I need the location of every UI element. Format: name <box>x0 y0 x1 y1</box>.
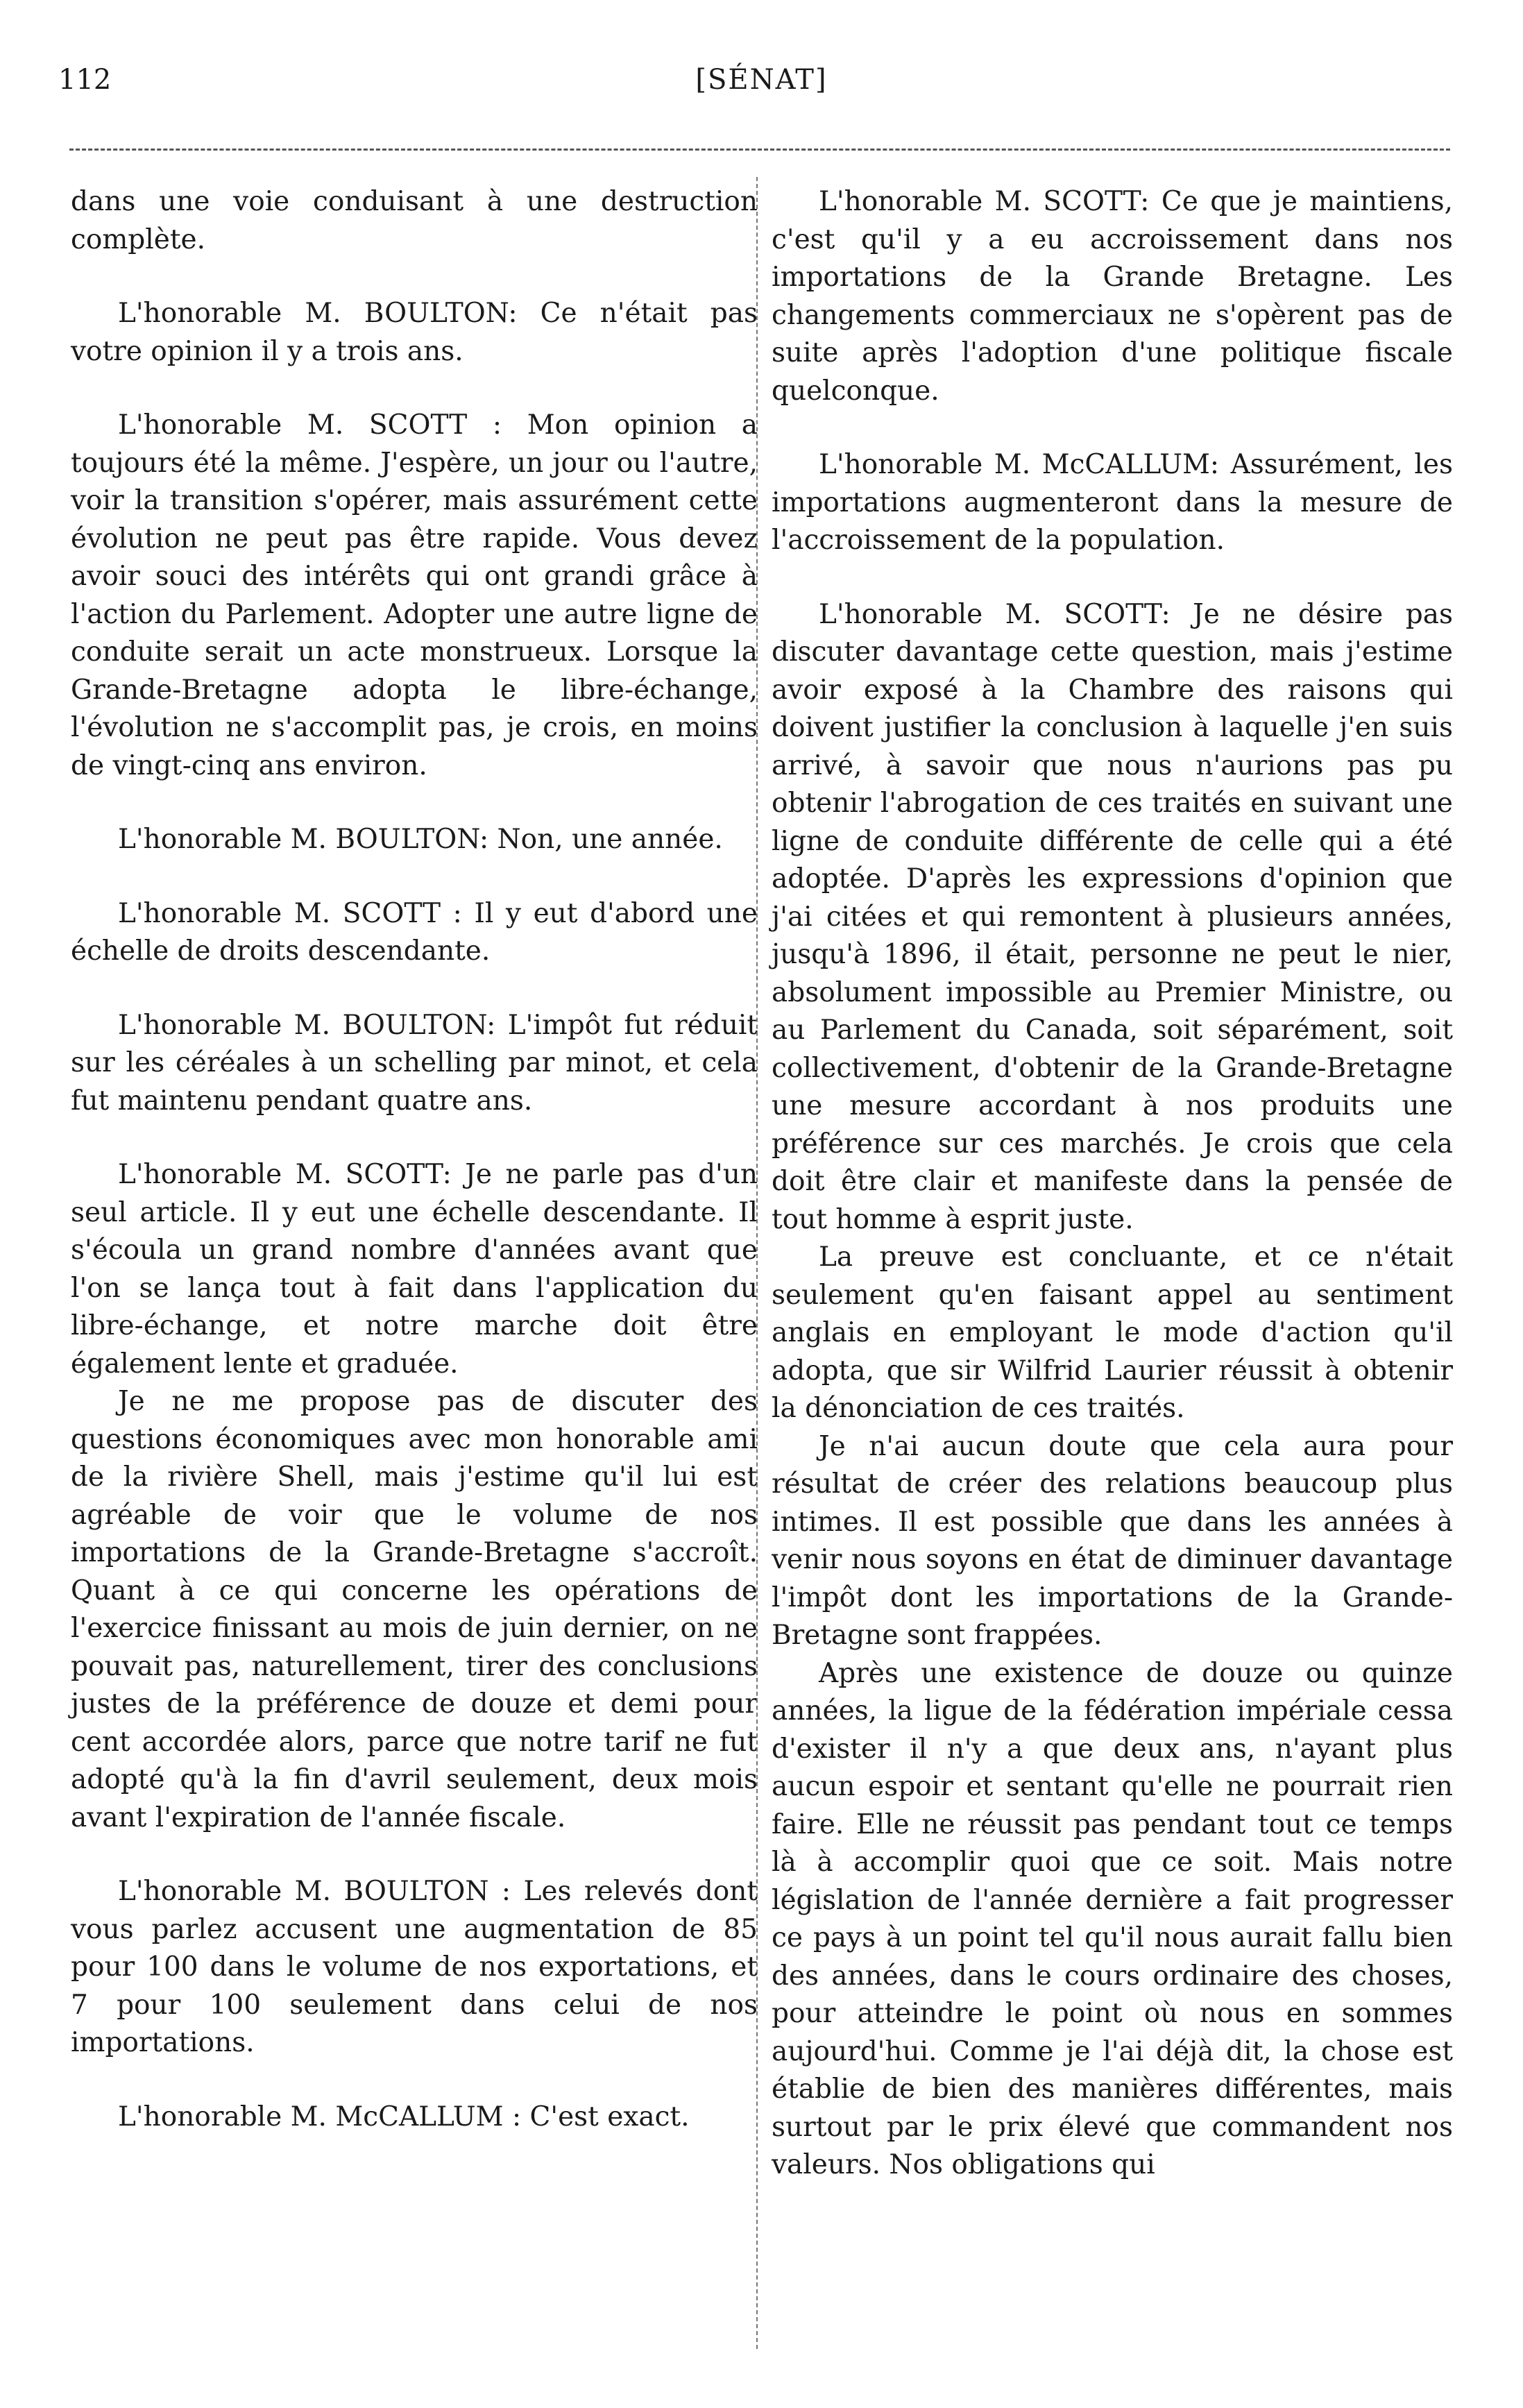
paragraph: Après une existence de douze ou quinze années, la ligue de la fédération impériale cessa d'exister il n'y a que deux ans, n'ayant plus aucun espoir et sentant qu'elle ne pourrait rien faire. Elle ne réussit pas pendant tout ce temps là à accomplir quoi que ce soit. Mais notre législation de l'année dernière a fait progresser ce pays à un point tel qu'il nous aurait fallu bien des années, dans le cours ordinaire des choses, pour atteindre le point où nous en sommes aujourd'hui. Comme je l'ai déjà dit, la chose est établie de bien des manières différentes, mais surtout par le prix élevé que commandent nos valeurs. Nos obligations qui <box>772 1657 1453 2180</box>
page-header <box>0 64 1523 126</box>
paragraph: L'honorable M. BOULTON: Non, une année. <box>118 824 723 855</box>
paragraph: L'honorable M. SCOTT : Mon opinion a toujours été la même. J'espère, un jour ou l'autre, voir la transition s'opérer, mais assurément cette évolution ne peut pas être rapide. Vous devez avoir souci des intérêts qui ont grandi grâce à l'action du Parlement. Adopter une autre ligne de conduite serait un acte monstrueux. Lorsque la Grande-Bretagne adopta le libre-échange, l'évolution ne s'accomplit pas, je crois, en moins de vingt-cinq ans environ. <box>71 409 758 781</box>
running-title: [SÉNAT] <box>695 64 828 96</box>
paragraph: dans une voie conduisant à une destruction complète. <box>71 186 758 255</box>
paragraph: L'honorable M. BOULTON : Les relevés dont vous parlez accusent une augmentation de 85 pour 100 dans le volume de nos exportations, et 7 pour 100 seulement dans celui de nos importations. <box>71 1876 758 2058</box>
header-rule <box>69 149 1450 151</box>
paragraph: La preuve est concluante, et ce n'était seulement qu'en faisant appel au sentiment anglais en employant le mode d'action qu'il adopta, que sir Wilfrid Laurier réussit à obtenir la dénonciation de ces traités. <box>772 1241 1453 1424</box>
paragraph: L'honorable M. SCOTT: Je ne désire pas discuter davantage cette question, mais j'estime avoir exposé à la Chambre des raisons qui doivent justifier la conclusion à laquelle j'en suis arrivé, à savoir que nous n'aurions pas pu obtenir l'abrogation de ces traités en suivant une ligne de conduite différente de celle qui a été adoptée. D'après les expressions d'opinion que j'ai citées et qui remontent à plusieurs années, jusqu'à 1896, il était, personne ne peut le nier, absolument impossible au Premier Ministre, ou au Parlement du Canada, soit séparément, soit collectivement, d'obtenir de la Grande-Bretagne une mesure accordant à nos produits une préférence sur ces marchés. Je crois que cela doit être clair et manifeste dans la pensée de tout homme à esprit juste. <box>772 598 1453 1235</box>
paragraph: L'honorable M. BOULTON: Ce n'était pas votre opinion il y a trois ans. <box>71 298 758 367</box>
paragraph: L'honorable M. McCALLUM : C'est exact. <box>118 2101 690 2133</box>
paragraph: Je ne me propose pas de discuter des questions économiques avec mon honorable ami de la rivière Shell, mais j'estime qu'il lui est agréable de voir que le volume de nos importations de la Grande-Bretagne s'accroît. Quant à ce qui concerne les opérations de l'exercice finissant au mois de juin dernier, on ne pouvait pas, naturellement, tirer des conclusions justes de la préférence de douze et demi pour cent accordée alors, parce que notre tarif ne fut adopté qu'à la fin d'avril seulement, deux mois avant l'expiration de l'année fiscale. <box>71 1386 758 1833</box>
paragraph: L'honorable M. SCOTT: Ce que je maintiens, c'est qu'il y a eu accroissement dans nos importations de la Grande Bretagne. Les changements commerciaux ne s'opèrent pas de suite après l'adoption d'une politique fiscale quelconque. <box>772 186 1453 407</box>
left-column <box>71 183 758 2136</box>
paragraph: L'honorable M. McCALLUM: Assurément, les importations augmenteront dans la mesure de l'accroissement de la population. <box>772 449 1453 556</box>
right-column <box>772 183 1453 2185</box>
paragraph: L'honorable M. BOULTON: L'impôt fut réduit sur les céréales à un schelling par minot, et cela fut maintenu pendant quatre ans. <box>71 1009 758 1117</box>
paragraph: L'honorable M. SCOTT: Je ne parle pas d'un seul article. Il y eut une échelle descendante. Il s'écoula un grand nombre d'années avant que l'on se lança tout à fait dans l'application du libre-échange, et notre marche doit être également lente et graduée. <box>71 1159 758 1380</box>
paragraph: L'honorable M. SCOTT : Il y eut d'abord une échelle de droits descendante. <box>71 897 758 967</box>
paragraph: Je n'ai aucun doute que cela aura pour résultat de créer des relations beaucoup plus intimes. Il est possible que dans les années à venir nous soyons en état de diminuer davantage l'impôt dont les importations de la Grande-Bretagne sont frappées. <box>772 1430 1453 1651</box>
column-divider <box>756 177 758 2349</box>
page-number: 112 <box>58 64 112 96</box>
